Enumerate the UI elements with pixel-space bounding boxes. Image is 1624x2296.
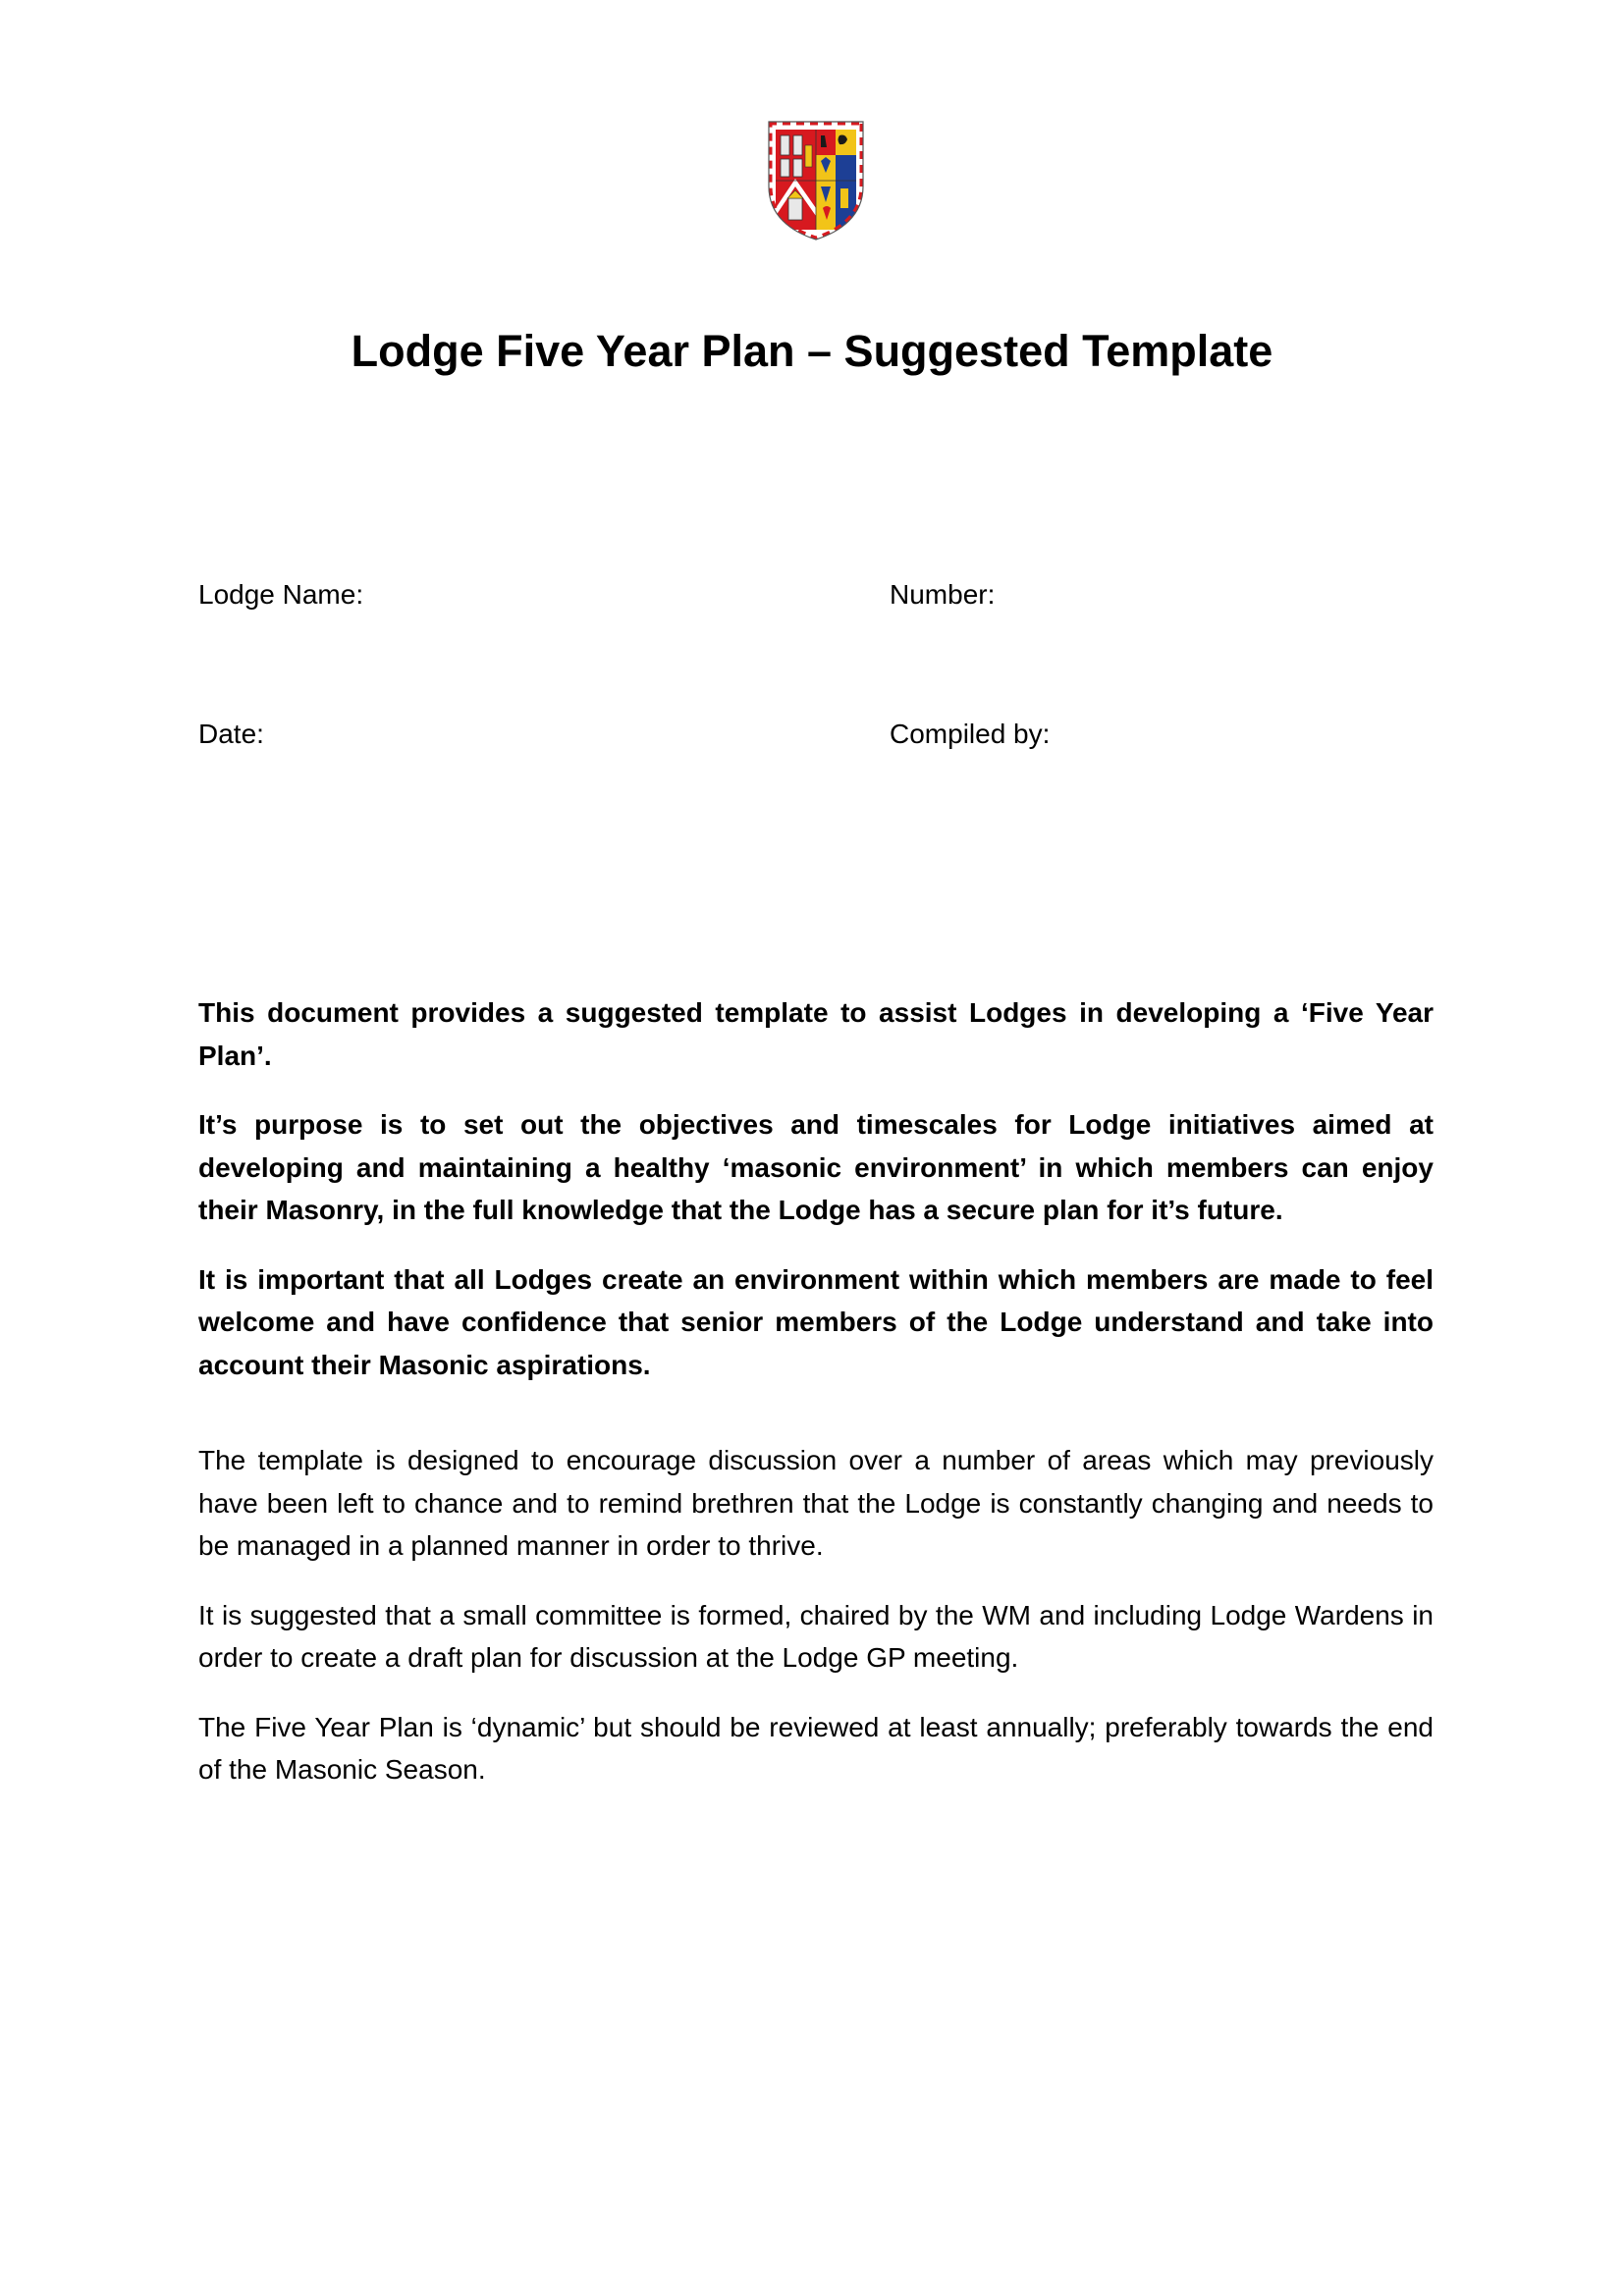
body-paragraph-2: It is suggested that a small committee is formed, chaired by the WM and including Lodge Wardens in order to create a draft plan for discussion at the Lodge GP meeting.	[198, 1599, 1434, 1673]
intro-paragraph-2: It’s purpose is to set out the objectives and timescales for Lodge initiatives aimed at developing and maintaining a healthy ‘masonic environment’ in which members can enjoy their Masonry, in the full knowledge that the Lodge has a secure plan for it’s future.	[198, 1109, 1434, 1225]
lodge-name-label: Lodge Name:	[198, 579, 364, 610]
number-label: Number:	[890, 579, 996, 610]
coat-of-arms-icon	[764, 118, 868, 241]
body-paragraph-3: The Five Year Plan is ‘dynamic’ but should be reviewed at least annually; preferably towards the end of the Masonic Season.	[198, 1711, 1434, 1785]
date-label: Date:	[198, 719, 264, 749]
body-paragraph-1: The template is designed to encourage discussion over a number of areas which may previously have been left to chance and to remind brethren that the Lodge is constantly changing and needs to be managed in a planned manner in order to thrive.	[198, 1445, 1434, 1561]
intro-section	[198, 991, 1434, 1413]
intro-paragraph-1: This document provides a suggested template to assist Lodges in developing a ‘Five Year Plan’.	[198, 997, 1434, 1071]
intro-paragraph-3: It is important that all Lodges create an environment within which members are made to feel welcome and have confidence that senior members of the Lodge understand and take into account their Masonic aspirations.	[198, 1263, 1434, 1380]
compiled-by-label: Compiled by:	[890, 719, 1051, 749]
body-section	[198, 1439, 1434, 1818]
page-title: Lodge Five Year Plan – Suggested Template	[351, 326, 1273, 376]
